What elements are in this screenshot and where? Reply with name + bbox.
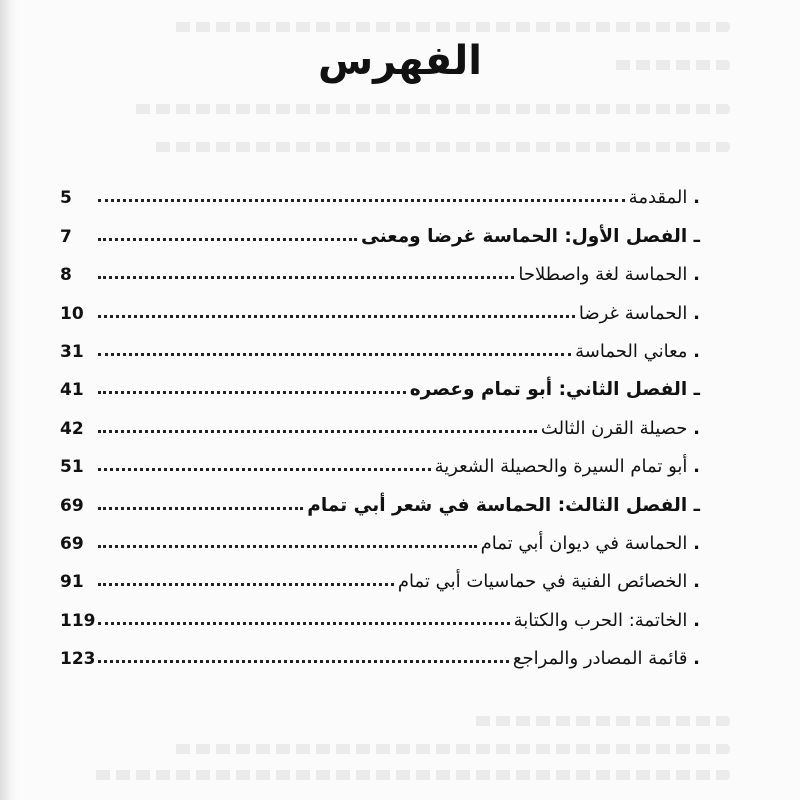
- toc-entry: [361, 226, 700, 251]
- toc-row: [60, 481, 700, 519]
- toc-entry-marker: .: [693, 417, 700, 439]
- toc-entry-marker: ـ: [693, 494, 700, 516]
- toc-row: [60, 404, 700, 442]
- toc-entry: [541, 418, 700, 443]
- toc-entry-marker: .: [693, 340, 700, 362]
- toc-dot-leader: [98, 353, 571, 356]
- toc-entry: [307, 495, 700, 520]
- toc-dot-leader: [98, 391, 406, 394]
- toc-row: [60, 289, 700, 327]
- toc-dot-leader: [98, 507, 303, 510]
- toc-entry-label: الحماسة لغة واصطلاحا: [518, 264, 688, 286]
- toc-entry: [579, 303, 700, 328]
- toc-page-number: 91: [60, 572, 84, 593]
- toc-entry: [398, 571, 700, 596]
- toc-entry: [410, 379, 700, 404]
- toc-dot-leader: [98, 660, 509, 663]
- toc-entry-marker: .: [693, 532, 700, 554]
- toc-dot-leader: [98, 276, 514, 279]
- toc-page-number: 7: [60, 226, 72, 247]
- toc-entry-label: الخصائص الفنية في حماسيات أبي تمام: [397, 571, 688, 593]
- toc-entry-label: المقدمة: [628, 187, 688, 209]
- toc-page-number: 5: [60, 188, 72, 209]
- toc-dot-leader: [98, 583, 394, 586]
- toc-row: [60, 174, 700, 212]
- toc-entry-label: الحماسة غرضا: [578, 302, 688, 324]
- toc-dot-leader: [98, 622, 510, 625]
- toc-row: [60, 558, 700, 596]
- toc-dot-leader: [98, 199, 625, 202]
- toc-dot-leader: [98, 238, 357, 241]
- toc-entry-label: حصيلة القرن الثالث: [540, 417, 688, 439]
- toc-page-number: 8: [60, 265, 72, 286]
- toc-page-number: 51: [60, 457, 84, 478]
- toc-entry-label: قائمة المصادر والمراجع: [512, 648, 688, 670]
- toc-entry: [514, 610, 700, 635]
- toc-entry: [481, 533, 700, 558]
- toc-entry-marker: .: [693, 609, 700, 631]
- toc-entry: [435, 456, 700, 481]
- toc-dot-leader: [98, 468, 431, 471]
- toc-page-number: 31: [60, 341, 84, 362]
- toc-dot-leader: [98, 315, 575, 318]
- toc-entry-label: الفصل الأول: الحماسة غرضا ومعنى: [361, 225, 688, 247]
- toc-entry-label: الفصل الثالث: الحماسة في شعر أبي تمام: [307, 494, 688, 516]
- toc-row: [60, 251, 700, 289]
- page-binding-edge: [0, 0, 18, 800]
- toc-row: [60, 366, 700, 404]
- toc-page-number: 10: [60, 303, 84, 324]
- toc-entry-marker: .: [693, 302, 700, 324]
- toc-row: [60, 443, 700, 481]
- toc-entry-marker: .: [693, 456, 700, 478]
- toc-entry: [518, 264, 700, 289]
- toc-row: [60, 596, 700, 634]
- toc-entry-label: الحماسة في ديوان أبي تمام: [480, 532, 688, 554]
- toc-entry: [513, 648, 700, 673]
- toc-dot-leader: [98, 430, 537, 433]
- toc-entry-label: معاني الحماسة: [575, 340, 688, 362]
- page-title: الفهرس: [317, 38, 482, 84]
- toc-page-number: 41: [60, 380, 84, 401]
- toc-row: [60, 635, 700, 673]
- toc-page-number: 69: [60, 495, 84, 516]
- toc-entry-marker: .: [693, 571, 700, 593]
- toc-entry: [629, 187, 700, 212]
- toc-entry-label: أبو تمام السيرة والحصيلة الشعرية: [434, 456, 688, 478]
- toc-dot-leader: [98, 545, 477, 548]
- toc-entry-label: الفصل الثاني: أبو تمام وعصره: [409, 379, 688, 401]
- toc-row: [60, 520, 700, 558]
- toc-entry-marker: ـ: [693, 379, 700, 401]
- toc-page-number: 119: [60, 610, 96, 631]
- toc-entry-marker: ـ: [693, 225, 700, 247]
- toc-entry-label: الخاتمة: الحرب والكتابة: [513, 609, 688, 631]
- toc-entry-marker: .: [693, 648, 700, 670]
- toc-page-number: 69: [60, 533, 84, 554]
- toc-row: [60, 328, 700, 366]
- toc-row: [60, 212, 700, 250]
- table-of-contents: [60, 174, 700, 673]
- toc-entry: [575, 341, 700, 366]
- toc-entry-marker: .: [693, 264, 700, 286]
- toc-entry-marker: .: [693, 187, 700, 209]
- toc-page-number: 123: [60, 649, 96, 670]
- toc-page-number: 42: [60, 418, 84, 439]
